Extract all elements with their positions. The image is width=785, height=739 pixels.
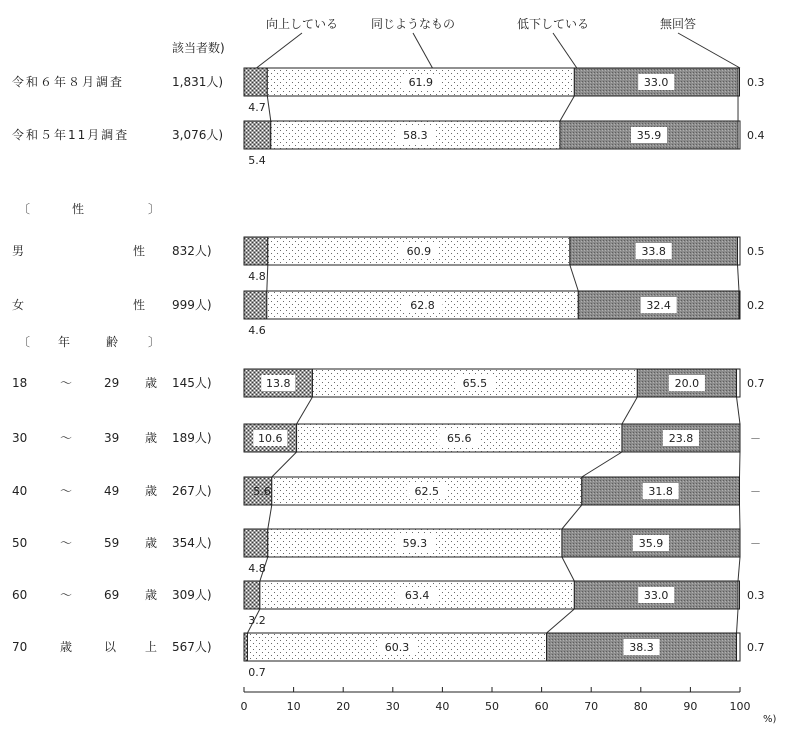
bar-no-answer <box>738 581 739 609</box>
value-label-no-answer: － <box>750 485 761 498</box>
row-label-part: 男 <box>12 244 25 258</box>
row-count: 189人) <box>172 431 212 445</box>
row-count: 999人) <box>172 298 212 312</box>
value-label-improved: 4.8 <box>248 270 266 283</box>
row-label-part: ～ <box>60 376 73 390</box>
x-axis-unit: %) <box>763 714 777 725</box>
value-label-improved: 10.6 <box>258 432 283 445</box>
row-count: 309人) <box>172 588 212 602</box>
row-label-part: 歳 <box>145 588 158 602</box>
value-label-same: 59.3 <box>402 537 428 550</box>
connector-line <box>562 557 574 581</box>
row-count: 3,076人) <box>172 128 224 142</box>
value-label-declined: 33.0 <box>643 589 669 602</box>
connector-line <box>622 397 637 424</box>
row-label-part: 50 <box>12 536 28 550</box>
connector-line <box>547 609 575 633</box>
value-label-no-answer: 0.3 <box>747 76 765 89</box>
row-label-part: 歳 <box>145 536 158 550</box>
bar-improved <box>244 529 268 557</box>
value-label-declined: 32.4 <box>646 299 671 312</box>
row-count: 567人) <box>172 640 212 654</box>
row-label-part: 以 <box>104 640 117 654</box>
bar-improved <box>244 581 260 609</box>
x-axis-tick-label: 90 <box>683 700 698 713</box>
connector-line <box>560 96 574 121</box>
value-label-no-answer: 0.2 <box>747 299 765 312</box>
row-label-part: 歳 <box>60 640 73 654</box>
value-label-same: 62.5 <box>414 485 440 498</box>
row-label-part: 30 <box>12 431 28 445</box>
section-header-label: 齢 <box>106 335 119 349</box>
x-axis-tick-label: 40 <box>435 700 450 713</box>
value-label-improved: 3.2 <box>248 614 266 627</box>
value-label-declined: 38.3 <box>629 641 654 654</box>
connector-line <box>738 557 740 581</box>
x-axis-tick-label: 0 <box>240 700 248 713</box>
value-label-improved: 13.8 <box>265 377 291 390</box>
row-label-part: 40 <box>12 484 28 498</box>
count-header: 該当者数) <box>172 41 225 55</box>
value-label-no-answer: 0.4 <box>747 129 765 142</box>
bar-improved <box>244 68 267 96</box>
bar-no-answer <box>737 369 740 397</box>
connector-line <box>267 96 270 121</box>
row-count: 354人) <box>172 536 212 550</box>
row-label-part: 70 <box>12 640 28 654</box>
row-label-part: 29 <box>104 376 120 390</box>
section-header-label: 年 <box>58 335 71 349</box>
value-label-same: 65.6 <box>447 432 472 445</box>
bar-improved <box>244 633 247 661</box>
bar-improved <box>244 121 271 149</box>
value-label-declined: 31.8 <box>648 485 673 498</box>
value-label-no-answer: － <box>750 537 761 550</box>
row-label-part: 39 <box>104 431 120 445</box>
value-label-no-answer: 0.3 <box>747 589 765 602</box>
row-count: 267人) <box>172 484 212 498</box>
value-label-declined: 35.9 <box>638 537 664 550</box>
value-label-declined: 20.0 <box>674 377 700 390</box>
legend-leader-line <box>678 33 740 68</box>
row-label-part: 女 <box>12 298 25 312</box>
legend-label: 向上している <box>265 17 339 31</box>
value-label-no-answer: 0.7 <box>747 377 765 390</box>
row-label-part: 歳 <box>145 484 158 498</box>
bar-no-answer <box>738 68 739 96</box>
bar-improved <box>244 237 268 265</box>
row-label: 令和６年８月調査 <box>12 75 125 89</box>
connector-line <box>562 505 582 529</box>
section-bracket-close: 〕 <box>148 202 161 216</box>
row-label-part: 性 <box>133 244 146 258</box>
row-label-part: 上 <box>145 640 158 654</box>
row-label-part: 69 <box>104 588 120 602</box>
legend-label: 無回答 <box>659 17 697 31</box>
row-label-part: 歳 <box>145 431 158 445</box>
value-label-same: 60.9 <box>406 245 432 258</box>
legend-leader-line <box>256 33 302 68</box>
row-label: 令和５年11月調査 <box>12 128 130 142</box>
bar-no-answer <box>738 121 740 149</box>
connector-line <box>582 452 622 477</box>
value-label-same: 65.5 <box>462 377 488 390</box>
value-label-same: 62.8 <box>410 299 435 312</box>
legend-leader-line <box>413 33 432 68</box>
row-label-part: 18 <box>12 376 28 390</box>
row-label-part: 49 <box>104 484 120 498</box>
bar-improved <box>244 291 267 319</box>
value-label-improved: 4.8 <box>248 562 266 575</box>
row-label-part: 60 <box>12 588 28 602</box>
value-label-improved: 4.6 <box>248 324 266 337</box>
row-count: 832人) <box>172 244 212 258</box>
row-count: 145人) <box>172 376 212 390</box>
row-label-part: 59 <box>104 536 120 550</box>
value-label-improved: 5.4 <box>248 154 266 167</box>
connector-line <box>267 265 268 291</box>
x-axis-tick-label: 80 <box>633 700 648 713</box>
bar-no-answer <box>737 633 740 661</box>
row-label-part: 性 <box>133 298 146 312</box>
x-axis-tick-label: 100 <box>729 700 751 713</box>
row-label-part: ～ <box>60 431 73 445</box>
row-label-part: ～ <box>60 536 73 550</box>
value-label-same: 60.3 <box>384 641 410 654</box>
value-label-no-answer: 0.7 <box>747 641 765 654</box>
x-axis-tick-label: 70 <box>584 700 599 713</box>
value-label-improved: 5.6 <box>253 485 271 498</box>
x-axis-tick-label: 60 <box>534 700 549 713</box>
value-label-declined: 23.8 <box>668 432 694 445</box>
x-axis-tick-label: 50 <box>485 700 499 713</box>
value-label-same: 58.3 <box>403 129 428 142</box>
value-label-same: 63.4 <box>404 589 430 602</box>
value-label-no-answer: 0.5 <box>747 245 765 258</box>
connector-line <box>272 452 297 477</box>
connector-line <box>268 505 272 529</box>
value-label-no-answer: － <box>750 432 761 445</box>
connector-line <box>297 397 313 424</box>
section-header-label: 性 <box>72 202 85 216</box>
value-label-same: 61.9 <box>408 76 434 89</box>
value-label-declined: 33.0 <box>643 76 669 89</box>
x-axis-tick-label: 20 <box>336 700 351 713</box>
row-label-part: ～ <box>60 484 73 498</box>
bar-no-answer <box>739 291 740 319</box>
legend-label: 低下している <box>516 17 590 31</box>
legend-leader-line <box>553 33 577 68</box>
connector-line <box>570 265 578 291</box>
row-label-part: ～ <box>60 588 73 602</box>
x-axis-tick-label: 10 <box>286 700 301 713</box>
connector-line <box>737 609 738 633</box>
value-label-improved: 0.7 <box>248 666 266 679</box>
value-label-declined: 33.8 <box>641 245 666 258</box>
value-label-declined: 35.9 <box>636 129 662 142</box>
row-count: 1,831人) <box>172 75 224 89</box>
legend-label: 同じようなもの <box>370 17 456 31</box>
x-axis-tick-label: 30 <box>385 700 400 713</box>
value-label-improved: 4.7 <box>248 101 266 114</box>
section-bracket-close: 〕 <box>148 335 161 349</box>
section-bracket-open: 〔 <box>18 202 31 216</box>
connector-line <box>737 397 740 424</box>
connector-line <box>738 265 739 291</box>
bar-no-answer <box>738 237 740 265</box>
section-bracket-open: 〔 <box>18 335 31 349</box>
row-label-part: 歳 <box>145 376 158 390</box>
